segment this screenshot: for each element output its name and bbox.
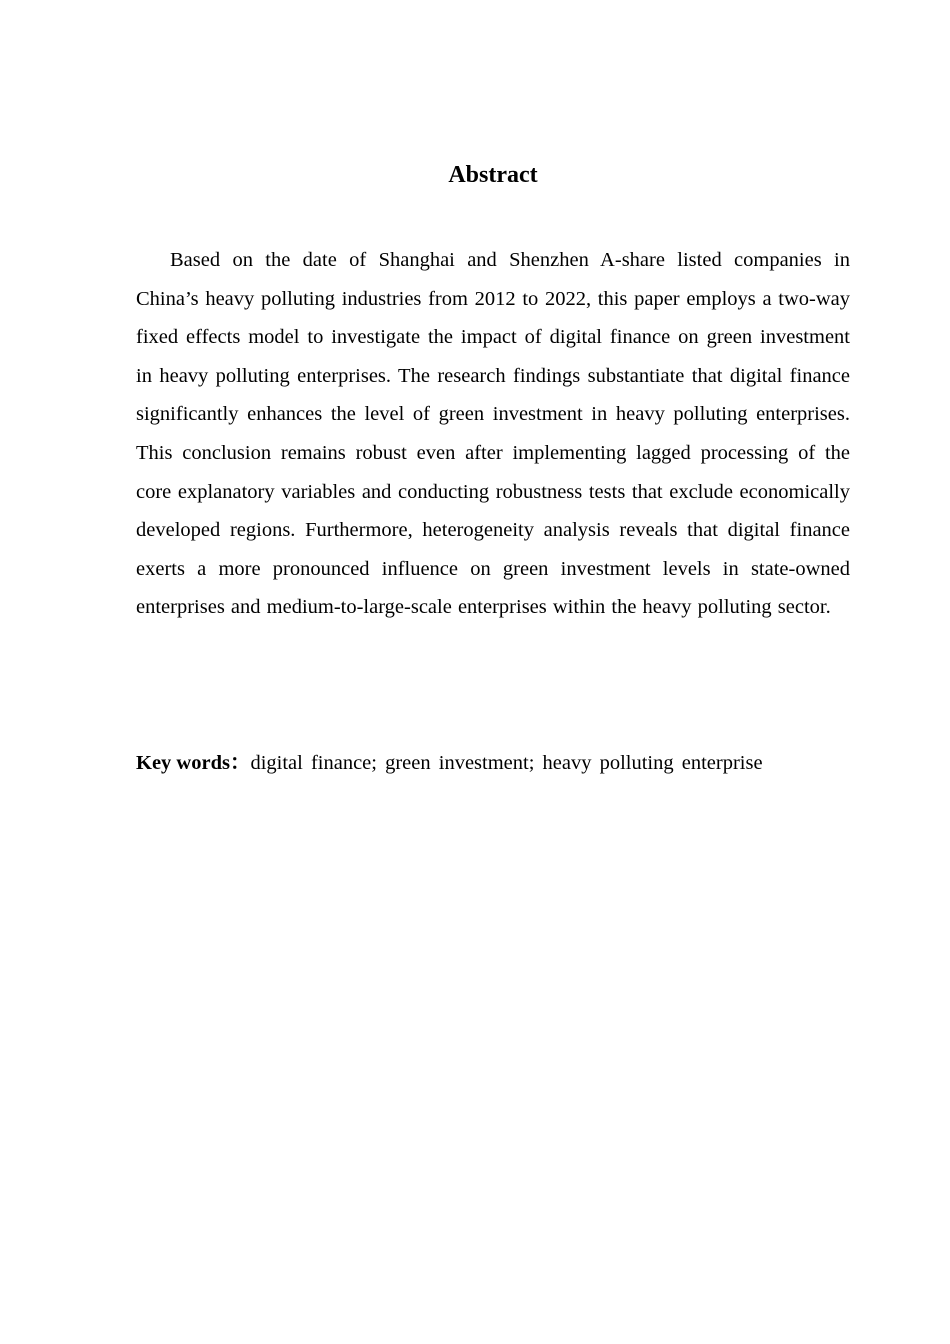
keywords-line bbox=[136, 744, 850, 782]
keywords-separator: ： bbox=[229, 752, 251, 774]
abstract-body: Based on the date of Shanghai and Shenzhen A-share listed companies in China’s heavy polluting industries from 2012 to 2022, this paper employs a two-way fixed effects model to investigate the impact of digital finance on green investment in heavy polluting enterprises. The research findings substantiate that digital finance significantly enhances the level of green investment in heavy polluting enterprises. This conclusion remains robust even after implementing lagged processing of the core explanatory variables and conducting robustness tests that exclude economically developed regions. Furthermore, heterogeneity analysis reveals that digital finance exerts a more pronounced influence on green investment levels in state-owned enterprises and medium-to-large-scale enterprises within the heavy polluting sector. bbox=[136, 249, 850, 619]
keywords-label: Key words bbox=[136, 752, 230, 774]
abstract-title: Abstract bbox=[448, 162, 538, 188]
keywords-text: digital finance; green investment; heavy polluting enterprise bbox=[250, 752, 763, 774]
